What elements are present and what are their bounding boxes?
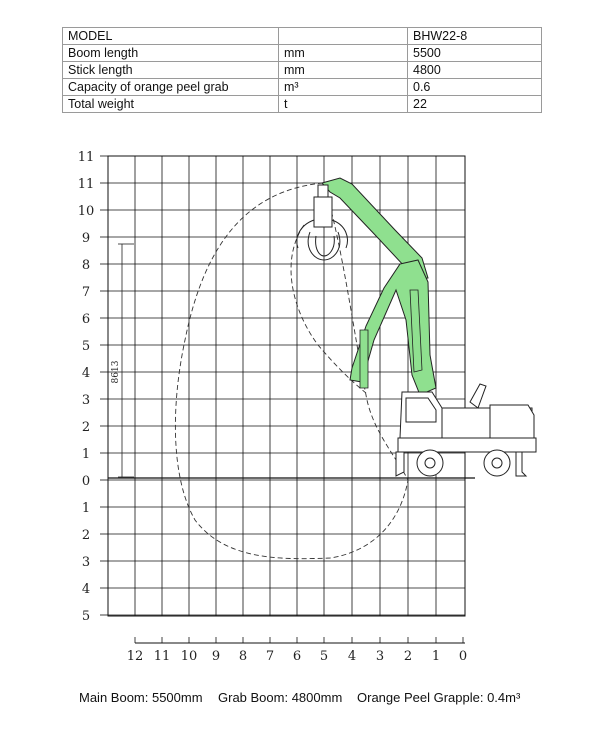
y-tick-label: 2 bbox=[81, 420, 91, 435]
outrigger-left bbox=[396, 452, 404, 476]
y-tick-label: 3 bbox=[81, 393, 91, 408]
working-range-diagram bbox=[0, 140, 600, 680]
y-tick-label: 5 bbox=[81, 609, 91, 624]
y-tick-label: 1 bbox=[81, 447, 91, 462]
wheel-front bbox=[417, 450, 443, 476]
spec-unit: mm bbox=[279, 45, 408, 62]
boom-mount bbox=[470, 384, 486, 408]
y-tick-label: 0 bbox=[81, 474, 91, 489]
height-dimension bbox=[111, 244, 134, 477]
spec-label: MODEL bbox=[63, 28, 279, 45]
spec-row-stick-length bbox=[63, 62, 542, 79]
y-tick-label: 4 bbox=[81, 582, 91, 597]
spec-label: Total weight bbox=[63, 96, 279, 113]
reach-envelope bbox=[175, 183, 408, 559]
y-tick-label: 11 bbox=[77, 177, 95, 192]
spec-unit bbox=[279, 28, 408, 45]
chassis bbox=[398, 438, 536, 452]
stick-cylinder bbox=[360, 330, 368, 388]
spec-row-boom-length bbox=[63, 45, 542, 62]
x-tick-label: 6 bbox=[292, 649, 302, 664]
x-tick-label: 9 bbox=[211, 649, 221, 664]
counterweight bbox=[490, 405, 534, 438]
x-tick-label: 4 bbox=[347, 649, 357, 664]
spec-row-total-weight bbox=[63, 96, 542, 113]
x-tick-label: 1 bbox=[431, 649, 441, 664]
y-tick-label: 1 bbox=[81, 501, 91, 516]
spec-value: 5500 bbox=[408, 45, 542, 62]
y-tick-label: 11 bbox=[77, 150, 95, 165]
x-tick-label: 3 bbox=[375, 649, 385, 664]
spec-label: Boom length bbox=[63, 45, 279, 62]
spec-unit: mm bbox=[279, 62, 408, 79]
x-tick-label: 10 bbox=[180, 649, 198, 664]
x-tick-label: 5 bbox=[319, 649, 329, 664]
x-tick-label: 7 bbox=[265, 649, 275, 664]
spec-row-grab-capacity bbox=[63, 79, 542, 96]
y-tick-label: 8 bbox=[81, 258, 91, 273]
wheel-rear bbox=[484, 450, 510, 476]
y-tick-label: 3 bbox=[81, 555, 91, 570]
outrigger-right bbox=[516, 452, 526, 476]
grid-frame bbox=[108, 156, 465, 616]
spec-value: 4800 bbox=[408, 62, 542, 79]
x-tick-label: 12 bbox=[126, 649, 144, 664]
spec-table bbox=[62, 27, 542, 113]
carrier-machine bbox=[396, 384, 536, 476]
excavator-arm bbox=[322, 178, 436, 395]
height-dimension-label: 8613 bbox=[111, 360, 121, 384]
x-tick-label: 2 bbox=[403, 649, 413, 664]
y-tick-label: 2 bbox=[81, 528, 91, 543]
y-tick-label: 9 bbox=[81, 231, 91, 246]
main-boom-caption: Main Boom: 5500mm bbox=[79, 690, 203, 705]
grab-boom-caption: Grab Boom: 4800mm bbox=[218, 690, 343, 705]
y-tick-label: 10 bbox=[77, 204, 95, 219]
y-axis-ticks bbox=[78, 150, 108, 624]
grapple-caption: Orange Peel Grapple: 0.4m³ bbox=[357, 690, 521, 705]
y-tick-label: 5 bbox=[81, 339, 91, 354]
y-tick-label: 6 bbox=[81, 312, 91, 327]
y-tick-label: 4 bbox=[81, 366, 91, 381]
x-axis-ticks bbox=[127, 637, 467, 664]
spec-unit: m³ bbox=[279, 79, 408, 96]
spec-unit: t bbox=[279, 96, 408, 113]
x-tick-label: 0 bbox=[458, 649, 468, 664]
spec-value: BHW22-8 bbox=[408, 28, 542, 45]
spec-label: Capacity of orange peel grab bbox=[63, 79, 279, 96]
spec-label: Stick length bbox=[63, 62, 279, 79]
y-tick-label: 7 bbox=[81, 285, 91, 300]
spec-value: 22 bbox=[408, 96, 542, 113]
x-tick-label: 11 bbox=[153, 649, 171, 664]
spec-value: 0.6 bbox=[408, 79, 542, 96]
x-tick-label: 8 bbox=[238, 649, 248, 664]
spec-row-model bbox=[63, 28, 542, 45]
